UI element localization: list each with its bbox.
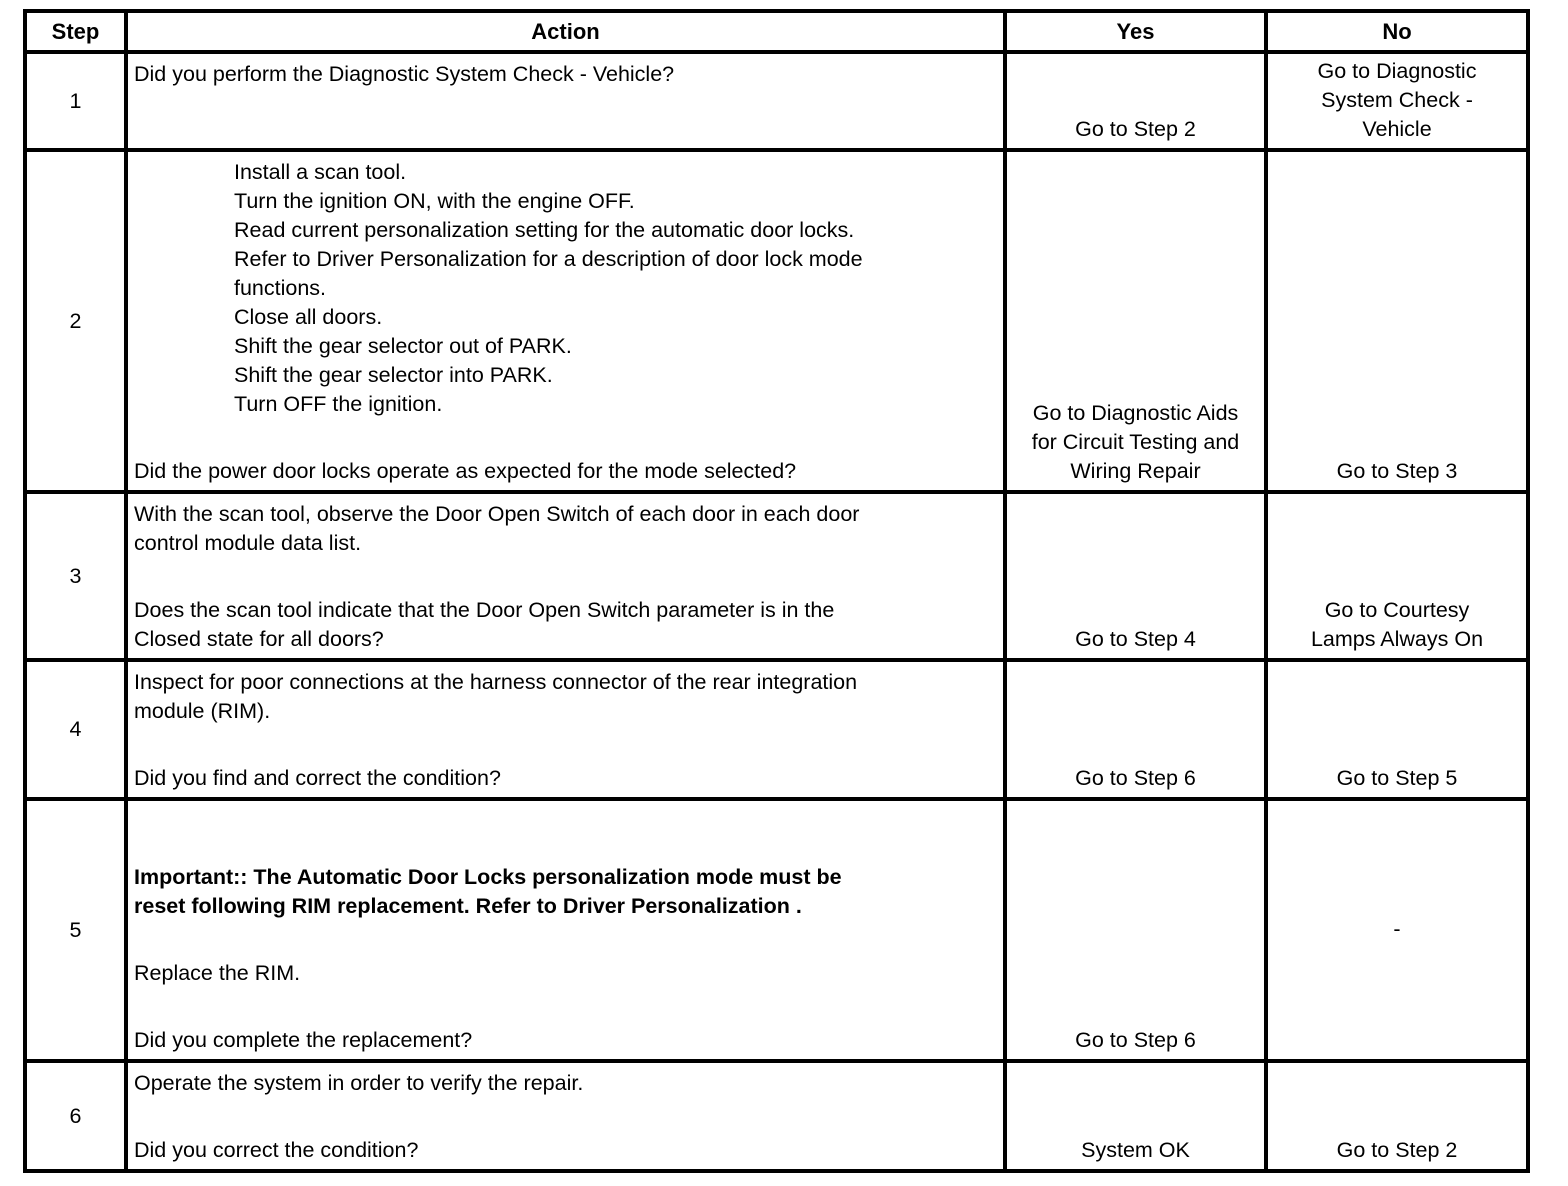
instruction-list [134,158,997,419]
action-cell [126,150,1005,492]
instruction-item: Close all doors. [234,305,383,329]
instruction-item: Read current personalization setting for the automatic door locks. [234,218,855,242]
action-cell [126,660,1005,799]
instruction-item: Turn the ignition ON, with the engine OFF. [234,189,635,213]
no-cell: Go to Step 5 [1266,660,1528,799]
question-text: Did the power door locks operate as expected for the mode selected? [134,459,797,483]
yes-cell: Go to Step 6 [1005,799,1266,1061]
table-row [25,52,1528,150]
instruction-item: Shift the gear selector into PARK. [234,363,553,387]
no-cell [1266,492,1528,660]
no-cell: Go to Step 3 [1266,150,1528,492]
important-note: reset following RIM replacement. Refer to Driver Personalization . [134,894,802,918]
step-number: 3 [25,492,126,660]
header-step: Step [25,11,126,52]
header-no: No [1266,11,1528,52]
yes-text: Wiring Repair [1070,459,1201,483]
step-number: 4 [25,660,126,799]
action-cell [126,799,1005,1061]
important-note: Important:: The Automatic Door Locks personalization mode must be [134,865,842,889]
action-cell [126,492,1005,660]
no-text: Go to Diagnostic [1317,59,1477,83]
question-text: Did you correct the condition? [134,1138,419,1162]
step-number: 6 [25,1061,126,1171]
action-text: Operate the system in order to verify the repair. [134,1071,584,1095]
instruction-item: Refer to Driver Personalization for a description of door lock mode [234,247,863,271]
step-number: 2 [25,150,126,492]
yes-cell: System OK [1005,1061,1266,1171]
yes-cell: Go to Step 6 [1005,660,1266,799]
table-row [25,799,1528,1061]
question-text: Did you find and correct the condition? [134,766,501,790]
action-text: Inspect for poor connections at the harness connector of the rear integration [134,670,858,694]
action-cell [126,1061,1005,1171]
table-row [25,492,1528,660]
step-number: 1 [25,52,126,150]
no-text: Lamps Always On [1310,627,1484,651]
instruction-item: Install a scan tool. [234,160,407,184]
action-cell [126,52,1005,150]
question-text: Closed state for all doors? [134,627,384,651]
yes-cell [1005,150,1266,492]
no-cell: - [1266,799,1528,1061]
table-row [25,660,1528,799]
no-text: Vehicle [1362,117,1432,141]
instruction-item: Turn OFF the ignition. [234,392,443,416]
yes-text: for Circuit Testing and [1031,430,1240,454]
yes-cell: Go to Step 2 [1005,52,1266,150]
instruction-text: Replace the RIM. [134,961,301,985]
yes-text: Go to Diagnostic Aids [1032,401,1239,425]
header-action: Action [126,11,1005,52]
question-text: Does the scan tool indicate that the Door Open Switch parameter is in the [134,598,835,622]
action-text: With the scan tool, observe the Door Open Switch of each door in each door [134,502,860,526]
table-row [25,1061,1528,1171]
instruction-item: Shift the gear selector out of PARK. [234,334,572,358]
question-text: Did you complete the replacement? [134,1028,473,1052]
no-text: Go to Courtesy [1324,598,1470,622]
instruction-item: functions. [234,276,327,300]
yes-cell: Go to Step 4 [1005,492,1266,660]
table-row [25,150,1528,492]
step-number: 5 [25,799,126,1061]
header-row [25,11,1528,52]
header-yes: Yes [1005,11,1266,52]
action-text: control module data list. [134,531,362,555]
no-text: System Check - [1321,88,1473,112]
action-text: module (RIM). [134,699,271,723]
diagnostic-table [23,9,1530,1173]
no-cell [1266,52,1528,150]
action-text: Did you perform the Diagnostic System Check - Vehicle? [134,62,675,86]
no-cell: Go to Step 2 [1266,1061,1528,1171]
